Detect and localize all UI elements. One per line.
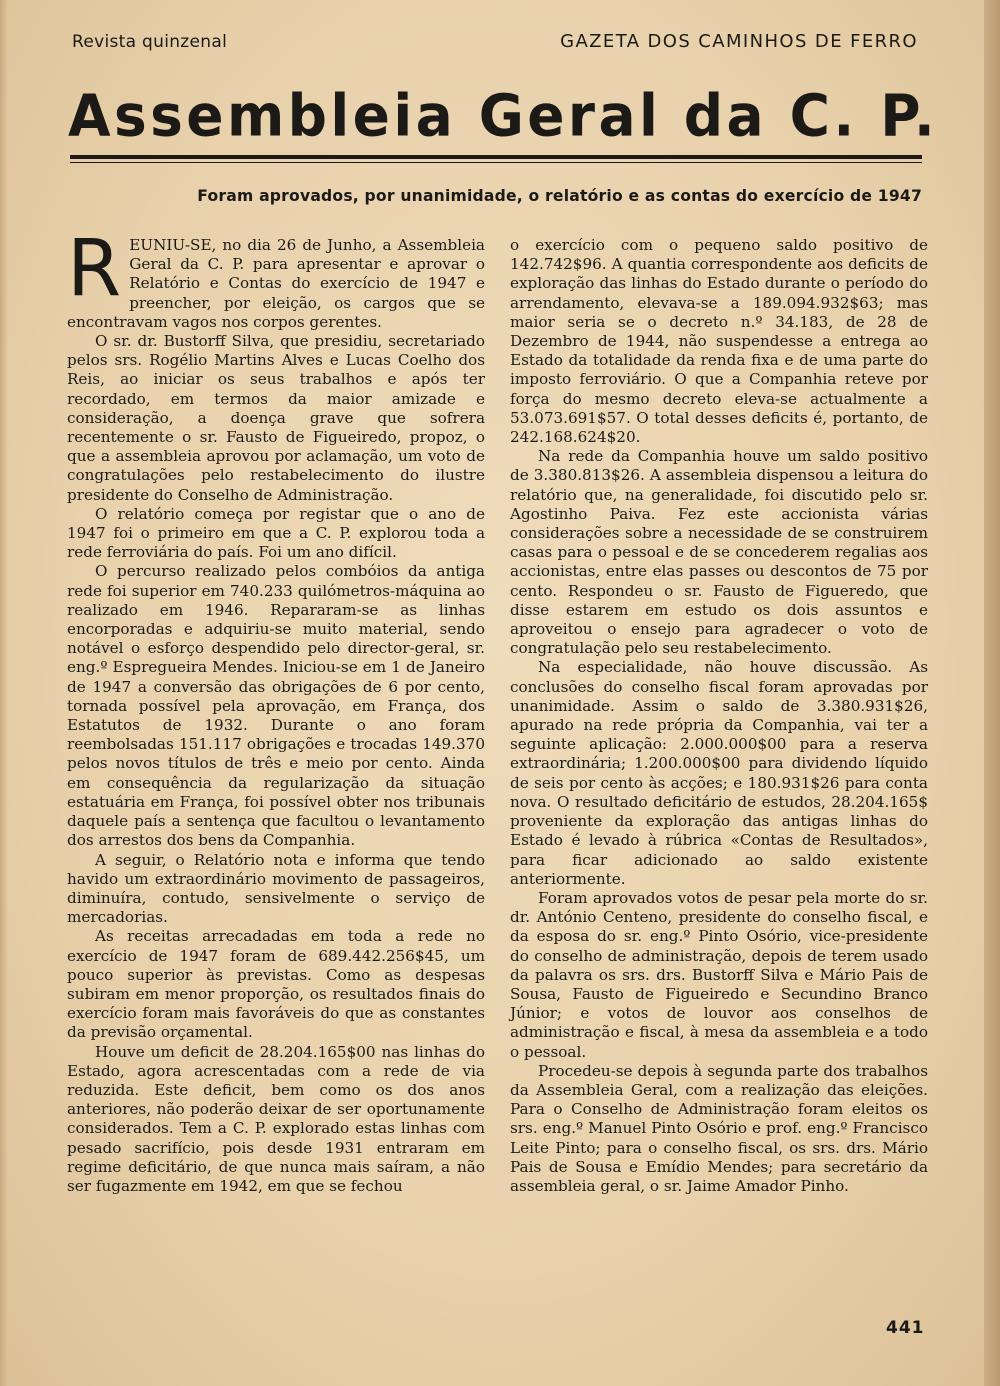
page-edge-shadow-right (984, 0, 1000, 1386)
title-rule-thin (70, 162, 922, 163)
paragraph: A seguir, o Relatório nota e informa que tendo havido um extraordinário movimento de passageiros, diminuíra, contudo, sensivelmente o serviço de mercadorias. (67, 850, 485, 927)
paragraph: O relatório começa por registar que o ano de 1947 foi o primeiro em que a C. P. explorou toda a rede ferroviária do país. Foi um ano difícil. (67, 504, 485, 562)
running-header-left: Revista quinzenal (72, 32, 228, 52)
text-column-left (67, 224, 485, 1196)
paragraph (67, 224, 485, 332)
title-rule-thick (70, 155, 922, 159)
paragraph-text: EUNIU-SE, no dia 26 de Junho, a Assembleia Geral da C. P. para apresentar e aprovar o Relatório e Contas do exercício de 1947 e preencher, por eleição, os cargos que se encontravam vagos nos corpos gerentes. (67, 236, 485, 331)
page-edge-shadow-left (0, 0, 8, 1386)
paragraph: Na rede da Companhia houve um saldo positivo de 3.380.813$26. A assembleia dispensou a leitura do relatório que, na generalidade, foi discutido pelo sr. Agostinho Paiva. Fez este accionista várias considerações sobre a necessidade de se construirem casas para o pessoal e de se concederem regalias aos accionistas, entre elas passes ou descontos de 75 por cento. Respondeu o sr. Fausto de Figueredo, que disse estarem em estudo os dois assuntos e aproveitou o ensejo para agradecer o voto de congratulação pelo seu restabelecimento. (510, 447, 928, 658)
paragraph: As receitas arrecadadas em toda a rede no exercício de 1947 foram de 689.442.256$45, um pouco superior às previstas. Como as despesas subiram em menor proporção, os resultados finais do exercício foram mais favoráveis do que as constantes da previsão orçamental. (67, 927, 485, 1042)
drop-cap: R (67, 224, 122, 314)
paragraph: O sr. dr. Bustorff Silva, que presidiu, secretariado pelos srs. Rogélio Martins Alves e Lucas Coelho dos Reis, ao iniciar os seus trabalhos e após ter recordado, em termos da maior amizade e consideração, a doença grave que sofrera recentemente o sr. Fausto de Figueiredo, propoz, o que a assembleia aprovou por aclamação, um voto de congratulações pelo restabelecimento do ilustre presidente do Conselho de Administração. (67, 332, 485, 504)
paragraph: o exercício com o pequeno saldo positivo de 142.742$96. A quantia correspondente aos deficits de exploração das linhas do Estado durante o período do arrendamento, elevava-se a 189.094.932$63; mas maior seria se o decreto n.º 34.183, de 28 de Dezembro de 1944, não suspendesse a entrega ao Estado da totalidade da renda fixa e de uma parte do imposto ferroviário. O que a Companhia reteve por força do mesmo decreto eleva-se actualmente a 53.073.691$57. O total desses deficits é, portanto, de 242.168.624$20. (510, 236, 928, 447)
running-header-right: GAZETA DOS CAMINHOS DE FERRO (560, 31, 918, 52)
article-subtitle: Foram aprovados, por unanimidade, o relatório e as contas do exercício de 1947 (197, 187, 922, 205)
paragraph: Foram aprovados votos de pesar pela morte do sr. dr. António Centeno, presidente do conselho fiscal, e da esposa do sr. eng.º Pinto Osório, vice-presidente do conselho de administração, depois de terem usado da palavra os srs. drs. Bustorff Silva e Mário Pais de Sousa, Fausto de Figueiredo e Secundino Branco Júnior; e votos de louvor aos conselhos de administração e fiscal, à mesa da assembleia e a todo o pessoal. (510, 888, 928, 1061)
text-column-right (510, 236, 928, 1196)
paragraph: Houve um deficit de 28.204.165$00 nas linhas do Estado, agora acrescentadas com a rede de via reduzida. Este deficit, bem como os dos anos anteriores, não poderão deixar de ser oportunamente considerados. Tem a C. P. explorado estas linhas com pesado sacrifício, pois desde 1931 entraram em regime deficitário, de que nunca mais saíram, a não ser fugazmente em 1942, em que se fechou (67, 1042, 485, 1195)
page-number: 441 (886, 1318, 925, 1338)
paragraph: O percurso realizado pelos combóios da antiga rede foi superior em 740.233 quilómetros-máquina ao realizado em 1946. Repararam-se as linhas encorporadas e adquiriu-se muito material, sendo notável o esforço despendido pelo director-geral, sr. eng.º Espregueira Mendes. Iniciou-se em 1 de Janeiro de 1947 a conversão das obrigações de 6 por cento, tornada possível pela aprovação, em França, dos Estatutos de 1932. Durante o ano foram reembolsadas 151.117 obrigações e trocadas 149.370 pelos novos títulos de três e meio por cento. Ainda em consequência da regularização da situação estatuária em França, foi possível obter nos tribunais daquele país a sentença que facultou o levantamento dos arrestos dos bens da Companhia. (67, 562, 485, 850)
article-title: Assembleia Geral da C. P. (68, 82, 939, 150)
paragraph: Na especialidade, não houve discussão. As conclusões do conselho fiscal foram aprovadas por unanimidade. Assim o saldo de 3.380.931$26, apurado na rede própria da Companhia, vai ter a seguinte aplicação: 2.000.000$00 para a reserva extraordinária; 1.200.000$00 para dividendo líquido de seis por cento às acções; e 180.931$26 para conta nova. O resultado deficitário de estudos, 28.204.165$ proveniente da exploração das antigas linhas do Estado é levado à rúbrica «Contas de Resultados», para ficar adicionado ao saldo existente anteriormente. (510, 658, 928, 888)
paragraph: Procedeu-se depois à segunda parte dos trabalhos da Assembleia Geral, com a realização das eleições. Para o Conselho de Administração foram eleitos os srs. eng.º Manuel Pinto Osório e prof. eng.º Francisco Leite Pinto; para o conselho fiscal, os srs. drs. Mário Pais de Sousa e Emídio Mendes; para secretário da assembleia geral, o sr. Jaime Amador Pinho. (510, 1061, 928, 1195)
